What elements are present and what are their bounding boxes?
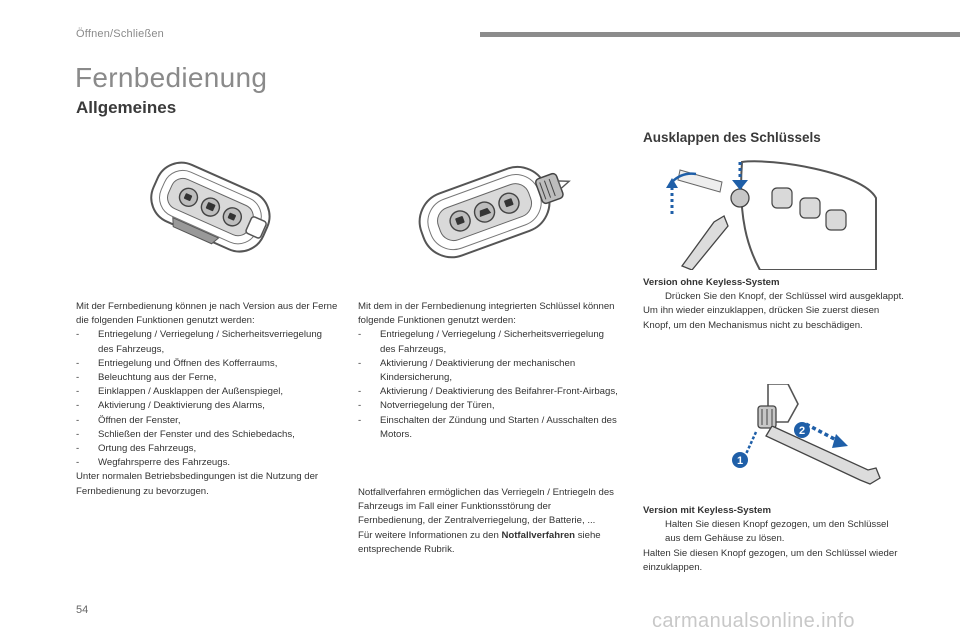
key-functions-list (358, 328, 620, 442)
list-item: - Ortung des Fahrzeugs, (76, 442, 338, 456)
list-item: - Entriegelung / Verriegelung / Sicherheitsverriegelung des Fahrzeugs, (358, 328, 620, 356)
col1-intro: Mit der Fernbedienung können je nach Version aus der Ferne die folgenden Funktionen genutzt werden: (76, 301, 338, 327)
col1-outro: Unter normalen Betriebsbedingungen ist die Nutzung der Fernbedienung zu bevorzugen. (76, 471, 319, 497)
section-title: Allgemeines (76, 98, 177, 117)
col2-intro: Mit dem in der Fernbedienung integrierten Schlüssel können folgende Funktionen genutzt werden: (358, 301, 615, 327)
list-item: - Aktivierung / Deaktivierung des Beifahrer-Front-Airbags, (358, 385, 620, 399)
callout-1-label: 1 (736, 455, 744, 467)
page-title: Fernbedienung (75, 62, 268, 93)
list-item: - Schließen der Fenster und des Schiebedachs, (76, 428, 338, 442)
remote-key-illustration (408, 150, 578, 268)
more-prefix: Für weitere Informationen zu den (358, 529, 502, 541)
callout-2-label: 2 (798, 425, 806, 437)
keyless-remote-illustration (140, 158, 280, 258)
list-item: - Wegfahrsperre des Fahrzeugs. (76, 456, 338, 470)
list-item (643, 518, 905, 546)
v2-steps (643, 518, 905, 546)
page-number: 54 (76, 604, 89, 616)
remote-functions-column (76, 300, 338, 499)
version-without-keyless (643, 276, 905, 333)
list-item: - Einklappen / Ausklappen der Außenspiegel, (76, 385, 338, 399)
remote-functions-list (76, 328, 338, 470)
header-bar (480, 32, 960, 37)
watermark: carmanualsonline.info (652, 610, 855, 632)
list-item: - Notverriegelung der Türen, (358, 399, 620, 413)
v2-note: Halten Sie diesen Knopf gezogen, um den Schlüssel wieder einzuklappen. (643, 547, 898, 573)
v1-note: Um ihn wieder einzuklappen, drücken Sie zuerst diesen Knopf, um den Mechanismus nicht zu beschädigen. (643, 305, 880, 331)
list-item: - Aktivierung / Deaktivierung der mechanischen Kindersicherung, (358, 357, 620, 385)
col2-more-info (358, 529, 620, 557)
list-item: - Entriegelung / Verriegelung / Sicherheitsverriegelung des Fahrzeugs, (76, 328, 338, 356)
list-item (643, 290, 905, 304)
emergency-note (358, 486, 620, 557)
v2-heading: Version mit Keyless-System (643, 505, 771, 516)
list-item: - Einschalten der Zündung und Starten / Ausschalten des Motors. (358, 414, 620, 442)
key-unfold-title: Ausklappen des Schlüssels (643, 130, 821, 145)
v1-heading: Version ohne Keyless-System (643, 277, 780, 288)
list-item: - Beleuchtung aus der Ferne, (76, 371, 338, 385)
col2-note: Notfallverfahren ermöglichen das Verriegeln / Entriegeln des Fahrzeugs im Fall einer Funktionsstörung der Fernbedienung, der Zentralverriegelung, der Batterie, ... (358, 487, 614, 527)
version-with-keyless (643, 504, 905, 575)
emergency-procedures-ref: Notfallverfahren (501, 529, 576, 541)
v1-steps (643, 290, 905, 304)
more-suffix: siehe entsprechende Rubrik. (358, 529, 601, 555)
v1-step-text: Drücken Sie den Knopf, der Schlüssel wird ausgeklappt. (665, 291, 904, 303)
v2-step-text: Halten Sie diesen Knopf gezogen, um den Schlüssel aus dem Gehäuse zu lösen. (665, 519, 889, 545)
key-release-illustration (728, 384, 888, 494)
section-header-label: Öffnen/Schließen (76, 28, 164, 40)
key-unfold-illustration (662, 158, 882, 270)
list-item: - Entriegelung und Öffnen des Kofferraums, (76, 357, 338, 371)
key-functions-column (358, 300, 620, 442)
list-item: - Aktivierung / Deaktivierung des Alarms, (76, 399, 338, 413)
list-item: - Öffnen der Fenster, (76, 414, 338, 428)
